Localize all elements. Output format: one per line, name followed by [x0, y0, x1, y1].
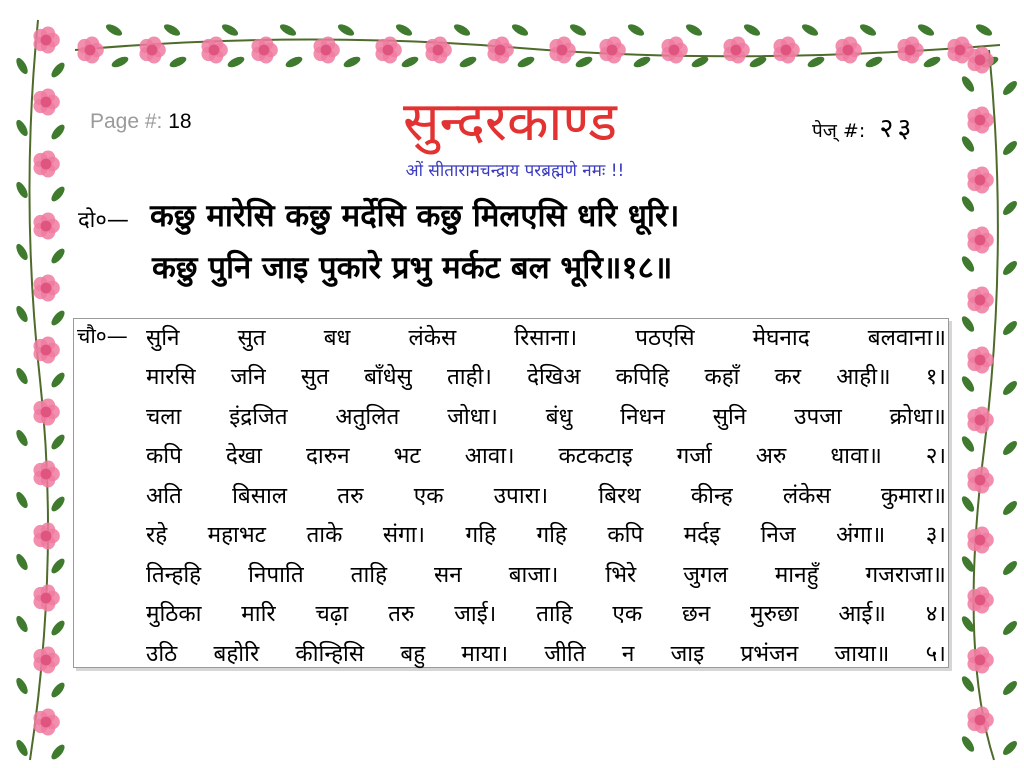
- verse-word: गहि: [536, 522, 567, 548]
- leaf-icon: [168, 55, 188, 70]
- leaf-icon: [226, 55, 246, 70]
- verse-word: जोधा।: [447, 403, 498, 430]
- verse-word: ताके: [306, 522, 343, 548]
- verse-word: उपजा: [794, 403, 842, 430]
- verse-word: उपारा।: [493, 482, 549, 509]
- verse-word: उठि: [146, 640, 178, 667]
- verse-line: [146, 320, 946, 352]
- rose-icon: [139, 37, 165, 64]
- verse-word: मानहुँ: [774, 561, 819, 588]
- leaf-icon: [510, 22, 530, 38]
- verse-word: बलवाना॥: [867, 324, 946, 351]
- leaf-icon: [284, 55, 304, 70]
- leaf-icon: [162, 22, 182, 38]
- verse-word: १।: [925, 364, 946, 390]
- leaf-icon: [49, 619, 67, 638]
- verse-word: मारि: [241, 601, 276, 627]
- leaf-icon: [1001, 319, 1019, 337]
- leaf-icon: [1001, 679, 1019, 697]
- verse-word: अति: [146, 482, 182, 509]
- verse-word: तरु: [337, 482, 364, 509]
- leaf-icon: [568, 22, 588, 38]
- verse-word: अतुलित: [335, 403, 400, 430]
- rose-icon: [967, 467, 993, 494]
- rose-icon: [599, 37, 625, 64]
- rose-icon: [967, 287, 993, 314]
- doha-line-2: कछु पुनि जाइ पुकारे प्रभु मर्कट बल भूरि॥१८॥: [152, 250, 673, 286]
- rose-icon: [661, 37, 687, 64]
- verse-word: अरु: [755, 443, 787, 469]
- verse-word: कटकटाइ: [558, 443, 633, 469]
- verse-word: दारुन: [305, 443, 350, 469]
- verse-word: गजराजा॥: [865, 561, 946, 588]
- verse-word: बध: [323, 324, 351, 351]
- verse-word: कर: [774, 364, 802, 390]
- leaf-icon: [14, 676, 30, 696]
- verse-word: ४।: [925, 601, 946, 627]
- verse-word: जनि: [230, 364, 266, 390]
- leaf-icon: [49, 61, 67, 80]
- leaf-icon: [342, 55, 362, 70]
- leaf-icon: [14, 242, 30, 262]
- rose-icon: [33, 523, 59, 550]
- rose-icon: [33, 585, 59, 612]
- verse-word: सन: [434, 561, 462, 588]
- verse-word: रिसाना।: [514, 324, 578, 351]
- verse-word: बाँधेसु: [364, 364, 412, 390]
- leaf-icon: [960, 434, 977, 453]
- verse-word: गहि: [465, 522, 496, 548]
- verse-word: देखिअ: [527, 364, 581, 390]
- verse-word: प्रभंजन: [740, 640, 799, 667]
- verse-word: सुत: [300, 364, 329, 390]
- leaf-icon: [336, 22, 356, 38]
- rose-icon: [33, 27, 59, 54]
- verse-word: आवा।: [464, 443, 515, 469]
- verse-word: मारसि: [146, 364, 196, 390]
- verse-line: [146, 478, 946, 510]
- leaf-icon: [626, 22, 646, 38]
- page-title: सुन्दरकाण्ड: [403, 90, 617, 153]
- verse-word: सुत: [237, 324, 266, 351]
- rose-icon: [967, 167, 993, 194]
- verse-word: कपिहि: [615, 364, 670, 390]
- floral-border-left: [0, 0, 78, 768]
- verse-word: कीन्हिसि: [295, 640, 365, 667]
- leaf-icon: [742, 22, 762, 38]
- verse-word: ५।: [925, 640, 946, 667]
- verse-word: जीति: [544, 640, 586, 667]
- leaf-icon: [14, 614, 30, 634]
- rose-icon: [425, 37, 451, 64]
- leaf-icon: [1001, 559, 1019, 577]
- verse-word: निपाति: [248, 561, 304, 588]
- verse-word: तरु: [388, 601, 415, 627]
- verse-word: चढ़ा: [315, 601, 349, 627]
- leaf-icon: [49, 681, 67, 700]
- leaf-icon: [574, 55, 594, 70]
- verse-line: [146, 399, 946, 431]
- verse-line: [146, 557, 946, 589]
- verse-word: देखा: [225, 443, 263, 469]
- verse-word: मर्दइ: [683, 522, 721, 548]
- verse-line: [146, 636, 946, 668]
- leaf-icon: [1001, 619, 1019, 637]
- rose-icon: [33, 337, 59, 364]
- leaf-icon: [104, 22, 124, 38]
- leaf-icon: [1001, 379, 1019, 397]
- verse-word: इंद्रजित: [229, 403, 288, 430]
- rose-icon: [967, 647, 993, 674]
- verse-word: लंकेस: [408, 324, 457, 351]
- leaf-icon: [14, 738, 30, 758]
- verse-word: जाई।: [454, 601, 497, 627]
- page-label-english: Page #:: [90, 110, 163, 133]
- leaf-icon: [278, 22, 298, 38]
- leaf-icon: [960, 494, 977, 513]
- leaf-icon: [14, 490, 30, 510]
- verse-word: निज: [760, 522, 796, 548]
- leaf-icon: [960, 134, 977, 153]
- verse-word: ताहि: [536, 601, 573, 627]
- leaf-icon: [1001, 79, 1019, 97]
- verse-word: न: [621, 640, 635, 667]
- leaf-icon: [960, 734, 977, 753]
- verse-word: सुनि: [712, 403, 747, 430]
- leaf-icon: [49, 123, 67, 142]
- verse-line: [146, 597, 946, 629]
- verse-word: लंकेस: [782, 482, 831, 509]
- leaf-icon: [1001, 439, 1019, 457]
- verse-word: बाजा।: [508, 561, 559, 588]
- rose-icon: [33, 709, 59, 736]
- leaf-icon: [960, 74, 977, 93]
- leaf-icon: [14, 56, 30, 76]
- rose-icon: [897, 37, 923, 64]
- verse-word: भिरे: [605, 561, 637, 588]
- verse-word: कपि: [607, 522, 644, 548]
- page-label-hindi: पेज् #:: [812, 120, 866, 142]
- verse-word: अंगा॥: [836, 522, 886, 548]
- verse-word: एक: [413, 482, 444, 509]
- leaf-icon: [49, 309, 67, 328]
- verse-word: कपि: [146, 443, 182, 469]
- leaf-icon: [516, 55, 536, 70]
- leaf-icon: [858, 22, 878, 38]
- verse-word: तिन्हहि: [146, 561, 202, 588]
- rose-icon: [967, 707, 993, 734]
- verse-word: क्रोधा॥: [889, 403, 946, 430]
- leaf-icon: [14, 366, 30, 386]
- leaf-icon: [458, 55, 478, 70]
- rose-icon: [33, 275, 59, 302]
- verse-word: जाया॥: [834, 640, 890, 667]
- verse-word: महाभट: [207, 522, 266, 548]
- verse-word: भट: [393, 443, 421, 469]
- leaf-icon: [916, 22, 936, 38]
- rose-icon: [967, 527, 993, 554]
- verse-word: गर्जा: [676, 443, 712, 469]
- rose-icon: [487, 37, 513, 64]
- leaf-icon: [14, 552, 30, 572]
- verse-word: मुरुछा: [750, 601, 799, 627]
- leaf-icon: [960, 674, 977, 693]
- verse-word: २।: [925, 443, 946, 469]
- leaf-icon: [960, 374, 977, 393]
- rose-icon: [835, 37, 861, 64]
- verse-word: जुगल: [683, 561, 728, 588]
- leaf-icon: [14, 304, 30, 324]
- leaf-icon: [452, 22, 472, 38]
- leaf-icon: [49, 743, 67, 762]
- floral-border-right: [954, 0, 1024, 768]
- verse-word: ताही।: [446, 364, 492, 390]
- verse-word: संगा।: [382, 522, 426, 548]
- verse-word: ३।: [925, 522, 946, 548]
- verse-word: चला: [146, 403, 182, 430]
- leaf-icon: [1001, 499, 1019, 517]
- verse-word: धावा॥: [830, 443, 882, 469]
- page-number-value-english: 18: [168, 110, 192, 133]
- verse-line: [146, 360, 946, 392]
- rose-icon: [967, 587, 993, 614]
- page-number-english: [90, 110, 192, 134]
- leaf-icon: [960, 314, 977, 333]
- rose-icon: [33, 151, 59, 178]
- leaf-icon: [14, 428, 30, 448]
- leaf-icon: [806, 55, 826, 70]
- leaf-icon: [49, 247, 67, 266]
- verse-word: कीन्ह: [690, 482, 733, 509]
- leaf-icon: [960, 254, 977, 273]
- verse-word: निधन: [620, 403, 665, 430]
- leaf-icon: [49, 557, 67, 576]
- leaf-icon: [1001, 139, 1019, 157]
- rose-icon: [723, 37, 749, 64]
- leaf-icon: [922, 55, 942, 70]
- verse-word: आई॥: [838, 601, 886, 627]
- leaf-icon: [49, 185, 67, 204]
- leaf-icon: [1001, 739, 1019, 757]
- verse-word: कहाँ: [704, 364, 740, 390]
- rose-icon: [773, 37, 799, 64]
- chaupai-label: चौ०—: [77, 324, 128, 348]
- doha-label: दो०—: [78, 208, 129, 233]
- verse-word: जाइ: [670, 640, 705, 667]
- rose-icon: [77, 37, 103, 64]
- rose-icon: [549, 37, 575, 64]
- leaf-icon: [1001, 199, 1019, 217]
- verse-word: बिसाल: [232, 482, 288, 509]
- verse-word: ताहि: [350, 561, 388, 588]
- rose-icon: [33, 647, 59, 674]
- rose-icon: [967, 227, 993, 254]
- verse-word: सुनि: [146, 324, 180, 351]
- verse-word: आही॥: [836, 364, 891, 390]
- verse-word: कुमारा॥: [880, 482, 946, 509]
- leaf-icon: [14, 180, 30, 200]
- rose-icon: [967, 107, 993, 134]
- leaf-icon: [394, 22, 414, 38]
- verse-word: बहोरि: [213, 640, 260, 667]
- leaf-icon: [684, 22, 704, 38]
- verse-word: मुठिका: [146, 601, 202, 627]
- rose-icon: [33, 399, 59, 426]
- verse-word: बहु: [400, 640, 426, 667]
- leaf-icon: [49, 495, 67, 514]
- leaf-icon: [632, 55, 652, 70]
- page-number-value-hindi: २३: [879, 113, 916, 144]
- leaf-icon: [110, 55, 130, 70]
- rose-icon: [967, 407, 993, 434]
- leaf-icon: [14, 118, 30, 138]
- leaf-icon: [220, 22, 240, 38]
- floral-border-top: [0, 0, 1024, 80]
- rose-icon: [967, 347, 993, 374]
- verse-word: पठएसि: [635, 324, 695, 351]
- doha-line-1: कछु मारेसि कछु मर्देसि कछु मिलएसि धरि धूरि।: [150, 198, 680, 234]
- leaf-icon: [800, 22, 820, 38]
- verse-line: [146, 518, 946, 550]
- leaf-icon: [400, 55, 420, 70]
- rose-icon: [33, 89, 59, 116]
- page-number-hindi: [812, 108, 915, 145]
- verse-word: एक: [612, 601, 643, 627]
- verse-line: [146, 439, 946, 471]
- verse-word: छन: [681, 601, 711, 627]
- leaf-icon: [960, 194, 977, 213]
- leaf-icon: [864, 55, 884, 70]
- leaf-icon: [49, 371, 67, 390]
- leaf-icon: [1001, 259, 1019, 277]
- invocation-line: ओं सीतारामचन्द्राय परब्रह्मणे नमः !!: [405, 161, 625, 181]
- verse-word: बिरथ: [598, 482, 641, 509]
- verse-word: बंधु: [545, 403, 573, 430]
- leaf-icon: [49, 433, 67, 452]
- verse-word: माया।: [461, 640, 509, 667]
- rose-icon: [33, 461, 59, 488]
- verse-word: रहे: [146, 522, 168, 548]
- rose-icon: [33, 213, 59, 240]
- verse-word: मेघनाद: [752, 324, 810, 351]
